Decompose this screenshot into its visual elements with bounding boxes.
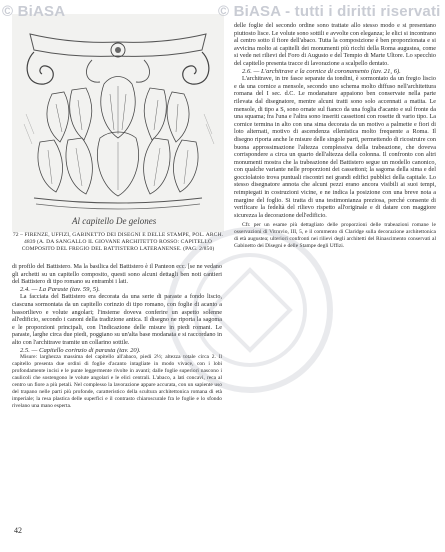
figure-caption: 72 – FIRENZE, UFFIZI, GABINETTO DEI DISEGNI E DELLE STAMPE, POL. ARCH. 4839 (A. DA SANGALLO IL GIOVANE ARCHITETTO ROSSO: CAPITELLO COMPOSITO DEL FREGIO DEL BATTISTERO LATERANENSE. (PAG. 2/850): [12, 232, 224, 252]
page-number: 42: [14, 526, 22, 535]
capitello-text: Misure: larghezza massima del capitello all'abaco, piedi 2½; altezza totale circa 2. Il capitello presenta due ordini di foglie d'acanto intagliate in modo vivace, con i lobi profondamente incisi e le punte leggermente rivolte in avanti; dalle foglie superiori nascono i caulicoli che sostengono le volute angolari e le elici centrali. L'abaco, a lati concavi, reca al centro un fiore a più petali. Nel complesso la lavorazione appare accurata, con un sapiente uso del trapano nelle parti più profonde, caratteristico della scultura architettonica romana di età imperiale; la resa plastica delle superfici e il contrasto chiaroscurale fra le foglie e lo sfondo rivelano una mano esperta.: [12, 354, 222, 410]
paraste-text: La facciata del Battistero era decorata da una serie di paraste a fondo liscio, ciascuna sormontata da un capitello corinzio di tipo romano, con foglie di acanto a bassorilievo e volute angolari; l'insieme doveva conferire un aspetto solenne all'edificio, secondo i canoni della tradizione antica. Il disegno ne riporta la sagoma e le proporzioni principali, con l'indicazione delle misure in piedi romani. Le paraste, larghe circa due piedi, poggiano su un'alta base modanata e si raccordano in alto con l'architrave tramite un collarino sottile.: [12, 293, 222, 346]
capital-drawing: [12, 14, 224, 232]
watermark-banner: [0, 0, 445, 26]
footnote-text: Cfr. per un esame più dettagliato delle proporzioni delle trabeazioni romane le osservazioni di Vitruvio, III, 5, e il commento di Claridge sulla decorazione architettonica di età augustea; ulteriori confronti nei rilievi degli architetti del Rinascimento conservati al Gabinetto dei Disegni e delle Stampe degli Uffizi.: [234, 222, 436, 250]
left-column-top-text: di profilo del Battistero. Ma la basilica del Battistero è il Panteon ecc. [se ne vedano gli archetti su un capitello composito, questi sono alcuni dettagli ben noti cantieri del Battistero di tipo romano su entrambi i lati.: [12, 263, 222, 286]
watermark-seal-icon: [150, 210, 350, 410]
section-heading-paraste: 2.4. — La Paraste (tav. 59, 5).: [20, 285, 100, 293]
section-heading-architrave: 2.6. — L'architrave e la cornice di coronamento (tav. 21, 6).: [242, 67, 401, 75]
watermark-text-left: © BiASA: [2, 3, 66, 20]
capital-sketch-svg: [12, 14, 224, 232]
figure-inscription: Al capitello De gelones: [72, 216, 157, 226]
section-heading-capitello: 2.5. — Capitello corinzio di parasta (tav. 20).: [20, 346, 141, 354]
right-column-top-text: delle foglie del secondo ordine sono trattate allo stesso modo e si presentano piuttosto lisce. Le volute sono sottili e avvolte con eleganza; le elici si incontrano al centro sotto il fiore dell'abaco. Tutta la composizione è ben proporzionata e si avvicina molto ai capitelli dei monumenti più ricchi della Roma augustea, come si vede nei rilievi del Foro di Augusto e del Tempio di Marte Ultore. Lo specchio del capitello presenta tracce di lavorazione a scalpello dentato.: [234, 22, 436, 67]
watermark-text-right: © BiASA - tutti i diritti riservati: [218, 3, 441, 20]
architrave-text: L'architrave, in tre fasce separate da tondini, è sormontato da un fregio liscio e da una cornice a mensole, secondo uno schema molto diffuso nell'architettura romana del I sec. d.C. Le modanature appaiono ben conservate nella parte rilevata dal disegnatore, mentre alcuni tratti sono solo accennati a matita. Le mensole, di tipo a S, sono ornate sul fianco da una foglia d'acanto e sul fronte da una squama; fra l'una e l'altra sono inseriti cassettoni con rosette di vario tipo. La cornice termina in alto con una sima decorata da un motivo a palmette e fiori di loto alternati, motivo di ascendenza ellenistica molto frequente a Roma. Il disegno riporta anche le misure delle singole parti, permettendo di ricostruire con buona approssimazione l'altezza complessiva della trabeazione, che doveva corrispondere a circa un quarto dell'altezza della colonna. Il confronto con altri monumenti mostra che la trabeazione del Battistero segue un modello canonico, con qualche variante nelle proporzioni dei cassettoni; la sagoma della sima e del gocciolatoio trova puntuali riscontri nei grandi edifici pubblici della capitale. Lo stesso disegnatore annota che alcuni pezzi erano ancora visibili ai suoi tempi, reimpiegati in costruzioni vicine, e ne indica la posizione con una breve nota a margine del foglio. Si tratta di una testimonianza preziosa, perché consente di verificare la fedeltà del rilievo rispetto all'originale e di datare con maggiore sicurezza la decorazione dell'edificio.: [234, 75, 436, 219]
